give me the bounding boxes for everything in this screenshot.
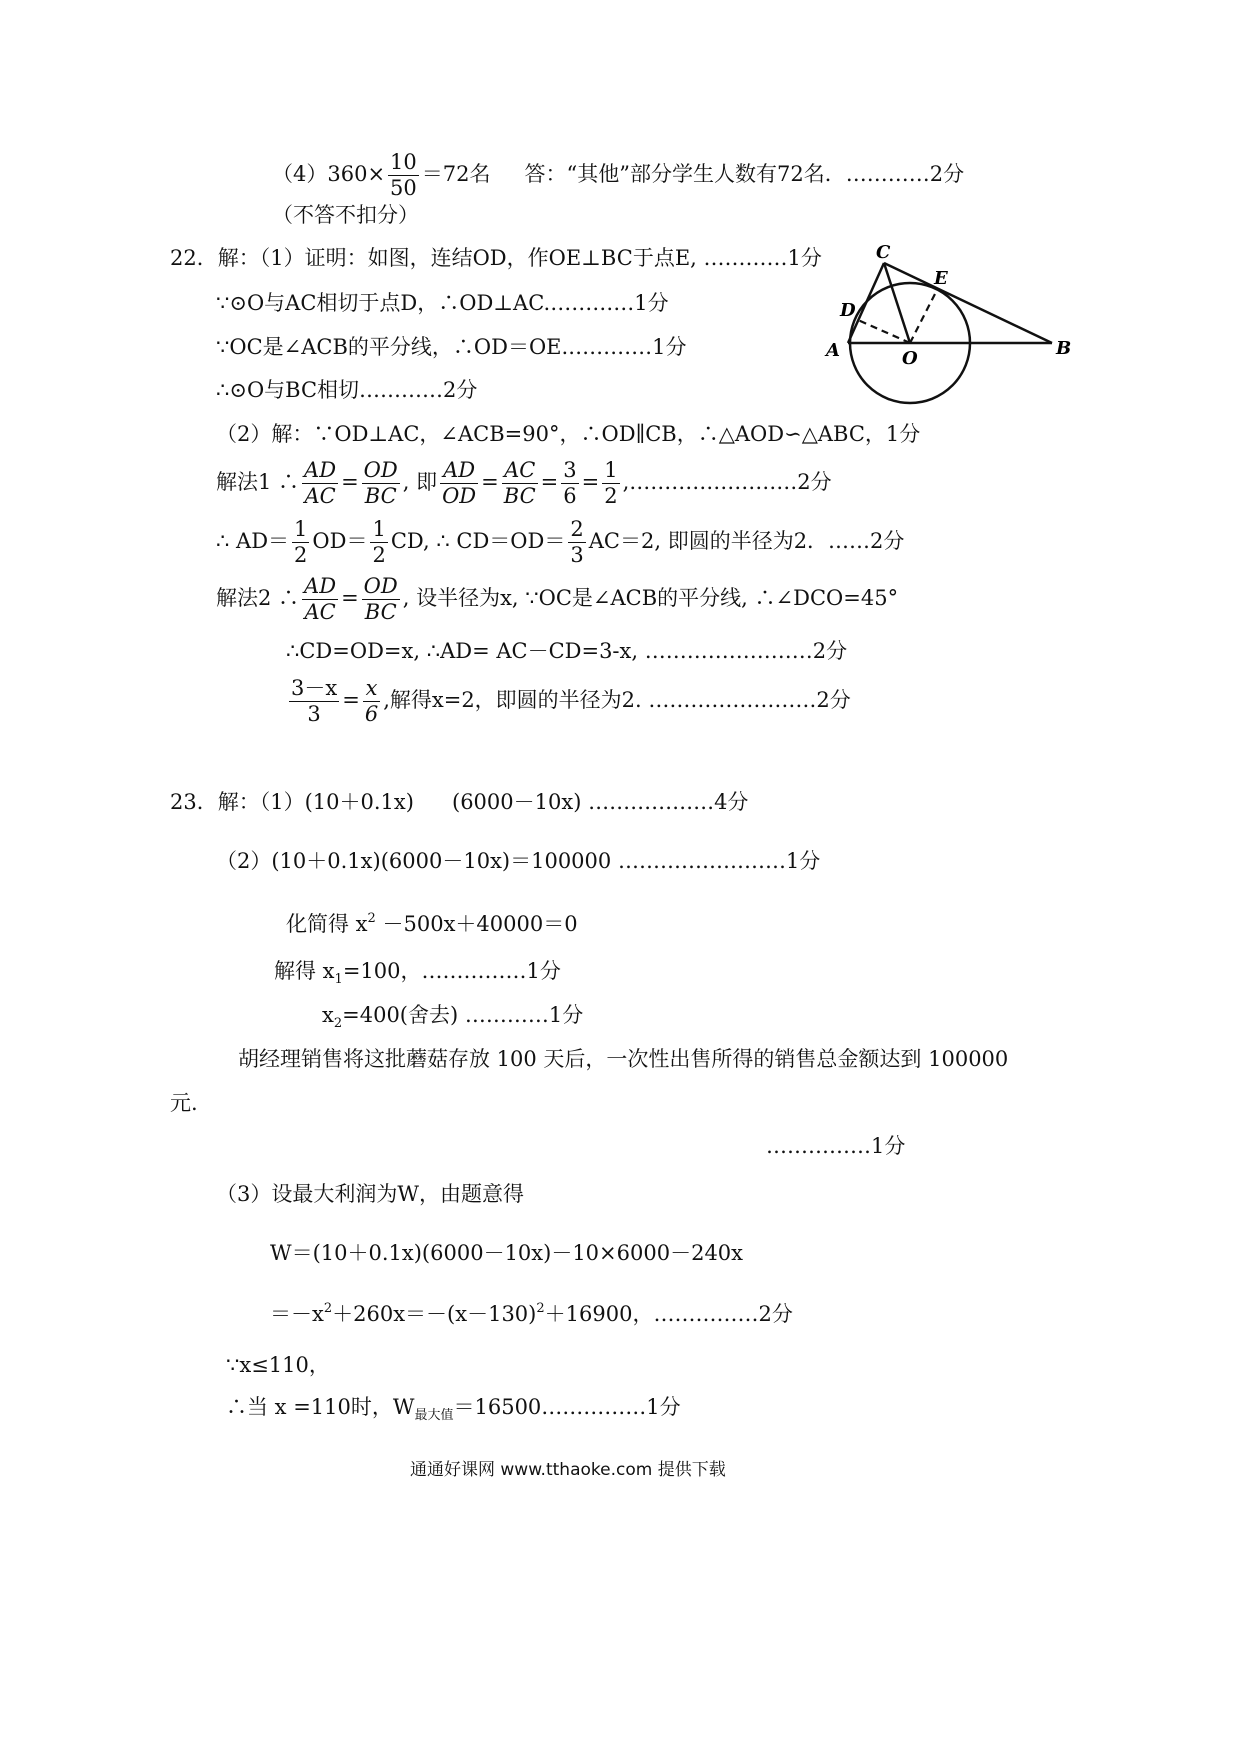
- fraction-num: AC: [502, 458, 538, 484]
- q21-result: ＝72名: [421, 162, 491, 186]
- q22-method1-line: 解法1 ∴ $\frac{AD}{AC}$ = $\frac{OD}{BC}$ , 即 $\frac{AD}{OD}$ = $\frac{AC}{BC}$ = $\frac{3}{6}$ = $\frac{1}{2}$ ,……………………2分: [216, 458, 832, 508]
- q23-line-10: W＝(10＋0.1x)(6000－10x)－10×6000－240x: [270, 1241, 744, 1265]
- text: ＋260x＝－(x－130): [332, 1302, 537, 1326]
- q23-line-2: （2）(10＋0.1x)(6000－10x)＝100000 ……………………1分: [216, 849, 821, 873]
- fraction-den: 2: [372, 543, 386, 567]
- label-b: B: [1056, 338, 1072, 359]
- q22-method2-line-2: ∴CD=OD=x, ∴AD= AC－CD=3-x, ……………………2分: [286, 639, 848, 663]
- subscript: 2: [333, 1016, 343, 1032]
- label-e: E: [934, 268, 948, 289]
- fraction-den: 2: [294, 543, 308, 567]
- q23-line-1: [170, 789, 414, 815]
- q23-line-9: （3）设最大利润为W，由题意得: [216, 1182, 524, 1206]
- q23-line-6: 胡经理销售将这批蘑菇存放 100 天后，一次性出售所得的销售总金额达到 100000: [238, 1047, 1009, 1071]
- fraction: [561, 458, 578, 509]
- fraction-den: 6: [563, 484, 577, 508]
- fraction: [362, 574, 400, 625]
- text: CD, ∴ CD＝OD＝: [390, 529, 566, 553]
- fraction-den: BC: [364, 484, 397, 508]
- label-a: A: [826, 340, 840, 361]
- q22-line-1: 22．解：（1）证明：如图，连结OD，作OE⊥BC于点E, …………1分: [170, 246, 822, 270]
- q22-method1-line-2: [216, 517, 904, 568]
- fraction: [370, 517, 387, 568]
- label-d: D: [840, 300, 856, 321]
- fraction-num: 1: [604, 458, 618, 482]
- text: ,解得x=2，即圆的半径为2. ……………………2分: [383, 688, 851, 712]
- geometry-figure: [820, 238, 1080, 438]
- q23-line-11: [270, 1296, 793, 1327]
- q23-line-12: ∵x≤110，: [226, 1353, 330, 1377]
- text: , 设半径为x, ∵OC是∠ACB的平分线, ∴∠DCO=45°: [402, 586, 899, 610]
- text: OD＝: [312, 529, 368, 553]
- fraction-den: BC: [364, 600, 397, 624]
- fraction-num: 1: [294, 517, 308, 541]
- text: ,……………………2分: [622, 470, 832, 494]
- q22-line-3: ∵OC是∠ACB的平分线，∴OD＝OE.…………1分: [216, 335, 687, 359]
- q23-line-13: [226, 1394, 681, 1429]
- fraction: [502, 458, 538, 509]
- q22-line-4: ∴⊙O与BC相切…………2分: [216, 378, 478, 402]
- fraction-num: 10: [390, 150, 417, 174]
- footer-source: 通通好课网 www.tthaoke.com 提供下载: [410, 1460, 726, 1480]
- fraction-num: 2: [570, 517, 584, 541]
- superscript: 2: [367, 911, 376, 926]
- superscript: 2: [536, 1301, 545, 1316]
- text: 化简得 x: [286, 912, 368, 936]
- q22-method2-line: 解法2 ∴ $\frac{AD}{AC}$ = $\frac{OD}{BC}$ , 设半径为x, ∵OC是∠ACB的平分线, ∴∠DCO=45°: [216, 574, 899, 624]
- fraction-den: OD: [442, 484, 477, 508]
- fraction: [289, 676, 339, 727]
- q22-line-5: （2）解：∵OD⊥AC，∠ACB=90°，∴OD∥CB，∴△AOD∽△ABC，1分: [216, 422, 921, 446]
- q23-line-3: [286, 906, 578, 937]
- fraction: [440, 458, 478, 509]
- fraction-den: BC: [503, 484, 536, 508]
- fraction-den: 2: [604, 484, 618, 508]
- fraction-num: AD: [440, 458, 478, 484]
- fraction-den: 3: [307, 702, 321, 726]
- fraction: [568, 517, 585, 568]
- text: x: [322, 1003, 334, 1027]
- q21-answer: 答：“其他”部分学生人数有72名．…………2分: [524, 162, 965, 186]
- fraction-num: 3－x: [291, 676, 338, 700]
- label-c: C: [876, 242, 891, 263]
- q21-note: （不答不扣分）: [272, 203, 419, 227]
- q22-method2-line-3: $\frac{3-x}{3}$ = $\frac{x}{6}$ ,解得x=2，即圆的半径为2. ……………………2分: [291, 676, 851, 726]
- text: －500x＋40000＝0: [375, 912, 578, 936]
- segment-oe: [910, 288, 938, 343]
- text: =400(舍去) …………1分: [342, 1003, 584, 1027]
- superscript: 2: [323, 1301, 333, 1316]
- fraction-num: 1: [372, 517, 386, 541]
- text: 解得 x: [274, 959, 335, 983]
- fraction: [388, 150, 419, 201]
- segment-oc: [884, 263, 910, 343]
- segment-od: [858, 320, 910, 343]
- q23-line-5: [322, 1002, 583, 1037]
- text: , 即: [402, 470, 438, 494]
- text: ＋16900，……………2分: [544, 1302, 793, 1326]
- q23-line-7: 元.: [170, 1091, 198, 1115]
- q23-line-8: ……………1分: [766, 1134, 906, 1158]
- fraction-den: AC: [304, 600, 336, 624]
- text: ∴当 x =110时，W: [226, 1395, 415, 1419]
- q22-line-2: ∵⊙O与AC相切于点D，∴OD⊥AC.…………1分: [216, 291, 669, 315]
- text: ∴ AD＝: [216, 529, 290, 553]
- text: ＝－x: [270, 1302, 324, 1326]
- fraction-num: OD: [363, 458, 398, 482]
- fraction-num: AD: [304, 574, 337, 598]
- fraction: [302, 574, 338, 625]
- fraction: [362, 458, 400, 509]
- subscript: 最大值: [414, 1408, 454, 1424]
- label-o: O: [902, 348, 918, 369]
- subscript: 1: [334, 972, 343, 988]
- text: =100，……………1分: [342, 959, 561, 983]
- fraction-num: OD: [363, 574, 398, 598]
- q21-line-4: [272, 150, 964, 201]
- text: ＝16500……………1分: [453, 1395, 681, 1419]
- fraction-num: 3: [563, 458, 577, 482]
- fraction-den: 6: [364, 702, 379, 726]
- q21-text: （4）360×: [272, 162, 386, 186]
- text: 解法2 ∴: [216, 586, 300, 610]
- fraction: [302, 458, 338, 509]
- q23-line-1b: (6000－10x) ………………4分: [452, 790, 749, 814]
- q23-line-4: [274, 958, 561, 993]
- fraction-den: AC: [304, 484, 336, 508]
- text: AC＝2, 即圆的半径为2．……2分: [588, 529, 905, 553]
- fraction: [363, 676, 380, 727]
- fraction: [292, 517, 309, 568]
- text: 23．解：（1）(10＋0.1x): [170, 790, 414, 814]
- fraction-num: AD: [304, 458, 337, 482]
- fraction-den: 3: [570, 543, 584, 567]
- fraction: [602, 458, 619, 509]
- text: 解法1 ∴: [216, 470, 300, 494]
- fraction-den: 50: [390, 176, 417, 200]
- fraction-num: x: [363, 676, 380, 702]
